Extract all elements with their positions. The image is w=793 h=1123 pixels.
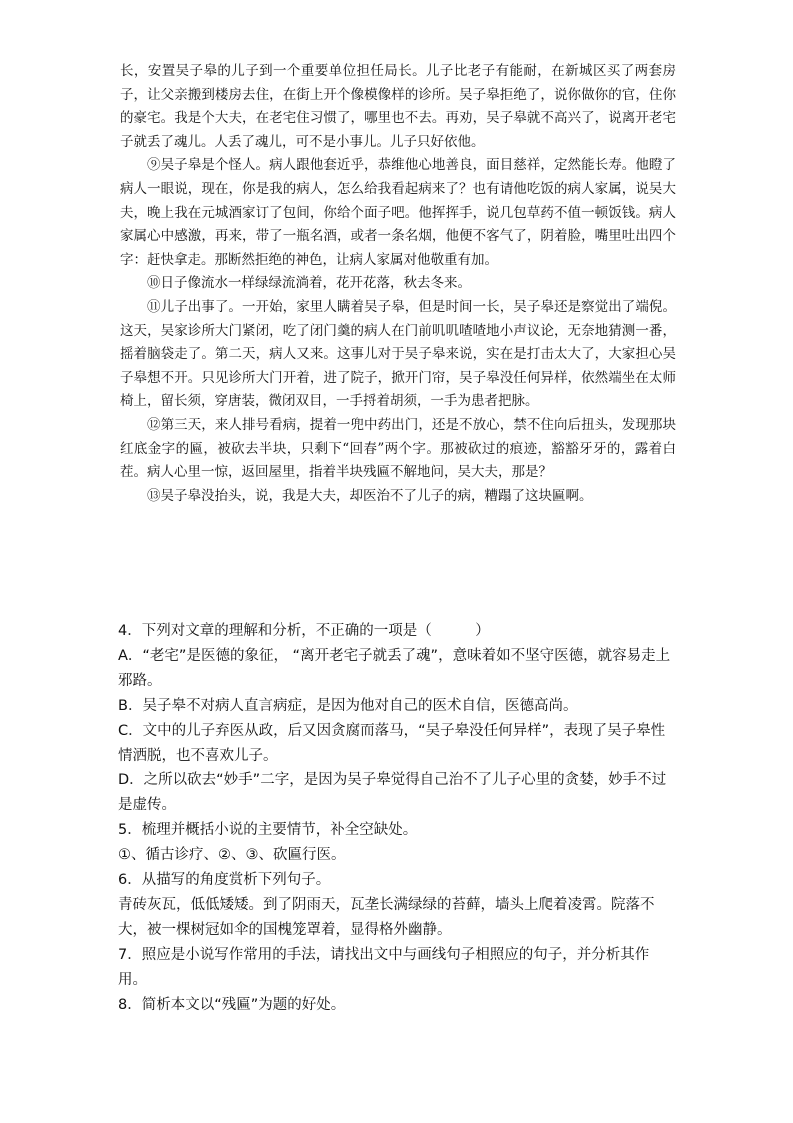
question-6: 6．从描写的角度赏析下列句子。: [118, 872, 331, 889]
story-paragraph-9: ⑨吴子皋是个怪人。病人跟他套近乎，恭维他心地善良，面目慈祥，定然能长寿。他瞪了病人一眼说，现在，你是我的病人，怎么给我看起病来了？也有请他吃饭的病人家属，说吴大夫，晚上我在元城酒家订了包间，你给个面子吧。他挥挥手，说几包草药不值一顿饭钱。病人家属心中感激，再来，带了一瓶名酒，或者一条名烟，他便不客气了，阴着脸，嘴里吐出四个字：赶快拿走。那断然拒绝的神色，让病人家属对他敬重有加。: [120, 157, 676, 268]
question-8: 8．简析本文以“残匾”为题的好处。: [118, 996, 346, 1013]
story-paragraph-12: ⑫第三天，来人排号看病，提着一兜中药出门，还是不放心，禁不住向后扭头，发现那块红底金字的匾，被砍去半块，只剩下“回春”两个字。那被砍过的痕迹，豁豁牙牙的，露着白茬。病人心里一惊，返回屋里，指着半块残匾不解地问，吴大夫，那是？: [120, 416, 676, 481]
question-4-option-d: D．之所以砍去“妙手”二字，是因为吴子皋觉得自己治不了儿子心里的贪婪，妙手不过是虚传。: [118, 772, 667, 814]
question-4-option-c: C．文中的儿子弃医从政，后又因贪腐而落马，“吴子皋没任何异样”，表现了吴子皋性情洒脱，也不喜欢儿子。: [118, 722, 666, 764]
question-4: 4．下列对文章的理解和分析，不正确的一项是（ ）: [118, 623, 490, 639]
story-paragraph-continued: 长，安置吴子皋的儿子到一个重要单位担任局长。儿子比老子有能耐，在新城区买了两套房子，让父亲搬到楼房去住，在街上开个像模像样的诊所。吴子皋拒绝了，说你做你的官，住你的豪宅。我是个大夫，在老宅住习惯了，哪里也不去。再劝，吴子皋就不高兴了，说离开老宅子就丢了魂儿。人丢了魂儿，可不是小事儿。儿子只好依他。: [120, 63, 676, 150]
question-4-option-a: A．“老宅”是医德的象征， “离开老宅子就丢了魂”，意味着如不坚守医德，就容易走上邪路。: [118, 647, 671, 689]
question-6-sentence: 青砖灰瓦，低低矮矮。到了阴雨天，瓦垄长满绿绿的苔藓，墙头上爬着凌霄。院落不大，被一棵树冠如伞的国槐笼罩着，显得格外幽静。: [118, 896, 655, 938]
question-5-blanks: ①、循古诊疗、②、③、砍匾行医。: [118, 847, 346, 864]
question-4-option-b: B．吴子皋不对病人直言病症，是因为他对自己的医术自信，医德高尚。: [118, 697, 578, 714]
story-paragraph-11: ⑪儿子出事了。一开始，家里人瞒着吴子皋，但是时间一长，吴子皋还是察觉出了端倪。这天，吴家诊所大门紧闭，吃了闭门羹的病人在门前叽叽喳喳地小声议论，无奈地猜测一番，摇着脑袋走了。第二天，病人又来。这事儿对于吴子皋来说，实在是打击太大了，大家担心吴子皋想不开。只见诊所大门开着，进了院子，掀开门帘，吴子皋没任何异样，依然端坐在太师椅上，留长须，穿唐装，微闭双目，一手捋着胡须，一手为患者把脉。: [120, 298, 676, 410]
question-5: 5．梳理并概括小说的主要情节，补全空缺处。: [118, 822, 418, 839]
story-paragraph-13: ⑬吴子皋没抬头，说，我是大夫，却医治不了儿子的病，糟蹋了这块匾啊。: [147, 487, 593, 504]
question-7: 7．照应是小说写作常用的手法，请找出文中与画线句子相照应的句子，并分析其作用。: [118, 946, 650, 988]
questions-section: [118, 619, 678, 1018]
story-paragraph-10: ⑩日子像流水一样绿绿流淌着，花开花落，秋去冬来。: [147, 275, 471, 292]
story-text: [120, 60, 676, 508]
